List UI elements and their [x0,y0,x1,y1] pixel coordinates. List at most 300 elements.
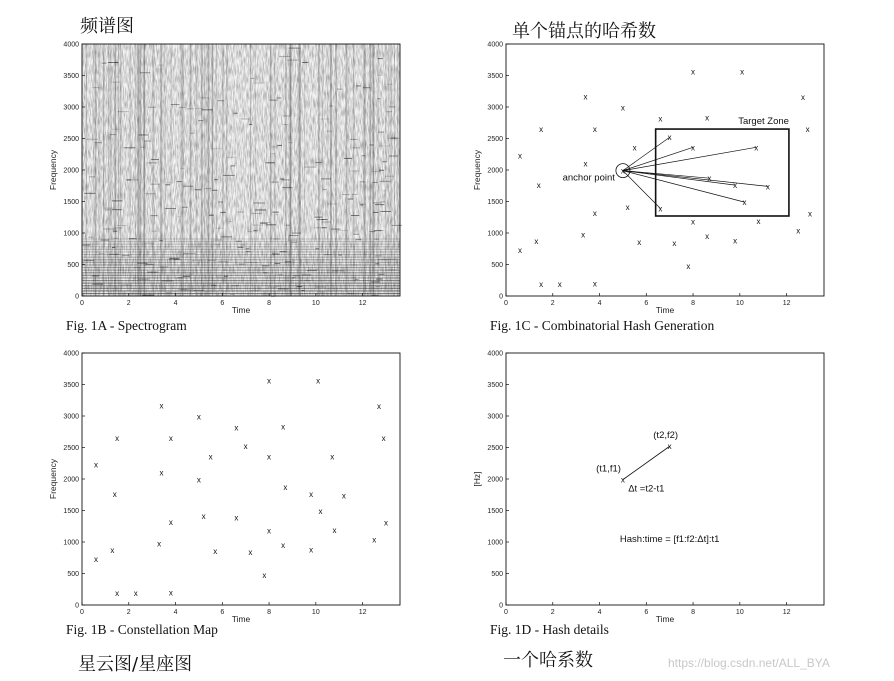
tonal-dash [378,145,390,146]
tonal-dash [307,270,317,271]
tonal-dash [280,251,287,252]
y-tick-label: 4000 [487,350,503,358]
constellation-peak-marker: x [592,208,597,218]
tonal-dash [283,124,289,125]
constellation-peak-marker: x [539,280,544,290]
tonal-dash [179,107,186,108]
constellation-peak-marker: x [691,67,696,77]
constellation-peak-marker: x [592,125,597,135]
constellation-peak-marker: x [112,490,117,500]
x-tick-label: 0 [504,300,508,307]
constellation-peak-marker: x [168,588,173,598]
tonal-dash [209,215,214,216]
xlabel-constellation: Time [231,614,251,624]
tonal-dash [236,241,242,242]
tonal-dash [116,225,126,226]
tonal-dash [200,97,209,98]
tonal-dash [262,265,269,266]
y-tick-label: 0 [75,602,79,610]
tonal-dash [388,259,396,260]
onset-stripe [108,44,109,296]
constellation-peak-marker: x [581,230,586,240]
tonal-dash [84,260,95,261]
y-tick-label: 1500 [487,508,503,515]
tonal-dash [287,60,299,61]
constellation-peak-marker: x [234,513,239,523]
tonal-dash [214,244,221,245]
onset-stripe [138,44,140,296]
tonal-dash [162,280,174,281]
tonal-dash [327,203,337,204]
tonal-dash [301,290,304,291]
x-tick-label: 6 [644,300,649,307]
constellation-peak-marker: x [309,545,314,555]
tonal-dash [139,134,148,135]
tonal-dash [259,222,269,223]
y-tick-label: 2500 [487,445,503,452]
onset-stripe [298,44,300,296]
tonal-dash [289,235,298,236]
tonal-dash [229,221,232,222]
tonal-dash [372,171,381,172]
tonal-dash [208,284,214,285]
tonal-dash [383,190,386,191]
tonal-dash [389,106,395,107]
tonal-dash [141,147,145,148]
onset-stripe [204,44,206,296]
constellation-peak-marker: x [592,279,597,289]
watermark: https://blog.csdn.net/ALL_BYA [668,656,830,670]
tonal-dash [183,276,190,277]
constellation-peak-marker: x [754,143,759,153]
tonal-dash [145,193,156,194]
tonal-dash [360,204,366,205]
tonal-dash [348,199,353,200]
tonal-dash [323,189,327,190]
tonal-dash [356,239,362,240]
tonal-dash [351,215,359,216]
hash-pair-points [621,442,672,484]
onset-stripe [201,44,203,296]
caption-constellation: Fig. 1B - Constellation Map [66,622,218,637]
x-tick-label: 8 [691,300,696,307]
tonal-dash [356,85,360,86]
tonal-dash [177,181,183,182]
tonal-dash [315,248,318,249]
y-tick-label: 0 [499,293,503,301]
annotation-constellation: 星云图/星座图 [78,654,193,675]
y-tick-label: 3000 [487,413,503,421]
tonal-dash [185,274,193,275]
onset-stripe [190,44,192,296]
onset-stripe [319,44,320,296]
y-tick-label: 2000 [63,167,79,175]
plot-frame [506,44,824,296]
x-tick-label: 4 [597,609,602,616]
x-tick-label: 10 [735,300,744,307]
tonal-dash [321,178,331,179]
y-tick-label: 3500 [487,73,503,80]
tonal-dash [272,254,280,255]
onset-stripe [322,44,323,296]
x-tick-label: 10 [311,300,320,307]
tonal-dash [113,231,118,232]
tonal-dash [380,211,391,212]
tonal-dash [95,142,102,143]
tonal-dash [223,270,227,271]
y-tick-label: 4000 [63,41,79,49]
tonal-dash [238,247,244,248]
tonal-dash [183,253,195,254]
tonal-dash [124,147,135,148]
tonal-dash [246,248,250,249]
tonal-dash [266,224,277,225]
constellation-peak-marker: x [658,204,663,214]
tonal-dash [214,240,222,241]
onset-stripe [255,44,256,296]
constellation-peak-marker: x [583,159,588,169]
tonal-dash [217,100,224,101]
tonal-dash [288,142,293,143]
y-tick-label: 2000 [63,476,79,484]
constellation-peak-marker: x [234,423,239,433]
tonal-dash [224,276,228,277]
constellation-peak-marker: x [765,182,770,192]
onset-stripe [110,44,111,296]
constellation-peak-marker: x [309,490,314,500]
tonal-dash [372,182,377,183]
y-tick-label: 3000 [63,104,79,112]
constellation-peak-marker: x [796,226,801,236]
tonal-dash [292,233,301,234]
tonal-dash [279,56,290,57]
tonal-dash [282,179,290,180]
tonal-dash [103,229,115,230]
tonal-dash [250,290,258,291]
constellation-peak-marker: x [539,125,544,135]
panel-constellation [48,351,400,638]
tonal-dash [165,184,170,185]
tonal-dash [252,225,263,226]
constellation-peak-marker: x [213,546,218,556]
constellation-peak-marker: x [157,539,162,549]
tonal-dash [289,48,301,49]
anchor-point-label: anchor point [562,172,615,184]
tonal-dash [270,146,278,147]
tonal-dash [387,84,392,85]
tonal-dash [350,264,358,265]
tonal-dash [234,113,238,114]
constellation-peak-marker: x [133,589,138,599]
tonal-dash [316,286,327,287]
onset-stripe [385,44,387,296]
panel-hash-details [472,351,824,638]
constellation-peak-marker: x [658,114,663,124]
y-tick-label: 3500 [63,382,79,389]
tonal-dash [241,244,245,245]
tonal-dash [389,155,398,156]
x-tick-label: 2 [550,609,555,616]
tonal-dash [386,269,397,270]
tonal-dash [115,227,123,228]
y-tick-label: 1500 [63,508,79,515]
constellation-peak-marker: x [94,460,99,470]
tonal-dash [177,216,181,217]
tonal-dash [385,176,394,177]
constellation-peak-marker: x [756,217,761,227]
constellation-peak-marker: x [625,203,630,213]
tonal-dash [86,139,98,140]
tonal-dash [112,209,122,210]
hash-pair-line [623,446,670,479]
xlabel-combinatorial-hash: Time [655,305,675,315]
tonal-dash [282,187,292,188]
x-tick-label: 4 [173,609,178,616]
constellation-peak-marker: x [667,133,672,143]
tonal-dash [99,253,105,254]
tonal-dash [187,108,194,109]
onset-stripe [103,44,104,296]
x-tick-label: 2 [550,300,555,307]
tonal-dash [374,239,378,240]
panel-combinatorial-hash [472,42,824,334]
tonal-dash [314,217,322,218]
onset-stripe [93,44,95,296]
tonal-dash [363,87,370,88]
onset-stripe [140,44,141,296]
tonal-dash [377,98,380,99]
tonal-dash [145,243,155,244]
tonal-dash [215,228,223,229]
anchor-link-line [623,137,670,170]
constellation-peak-marker: x [318,507,323,517]
onset-stripe [353,44,355,296]
constellation-peak-marker: x [583,92,588,102]
tonal-dash [211,148,221,149]
tonal-dash [304,280,311,281]
onset-stripe [270,44,272,296]
constellation-peak-marker: x [376,401,381,411]
tonal-dash [92,284,103,285]
y-tick-label: 2500 [63,445,79,452]
constellation-peak-marker: x [372,535,377,545]
onset-stripe [290,44,291,296]
target-zone-label: Target Zone [738,116,789,128]
tonal-dash [344,158,352,159]
constellation-peak-marker: x [733,181,738,191]
constellation-peak-marker: x [267,452,272,462]
onset-stripe [135,44,136,296]
onset-stripe [120,44,122,296]
tonal-dash [276,97,281,98]
tonal-dash [217,261,228,262]
tonal-dash [352,194,358,195]
constellation-peak-marker: x [168,434,173,444]
constellation-peak-marker: x [686,261,691,271]
y-tick-label: 0 [75,293,79,301]
tonal-dash [151,159,159,160]
ylabel-combinatorial-hash: Frequency [472,149,482,191]
tonal-dash [122,255,129,256]
anchor-link-line [623,171,768,187]
constellation-peak-marker: x [705,232,710,242]
tonal-dash [375,263,379,264]
tonal-dash [373,212,378,213]
y-tick-label: 3500 [63,73,79,80]
onset-stripe [212,44,213,296]
tonal-dash [362,155,365,156]
constellation-peak-marker: x [330,452,335,462]
onset-stripe [266,44,267,296]
constellation-peak-marker: x [332,526,337,536]
tonal-dash [142,295,154,296]
tonal-dash [355,279,359,280]
tonal-dash [126,179,131,180]
caption-hash-details: Fig. 1D - Hash details [490,622,609,637]
tonal-dash [353,234,359,235]
ylabel-spectrogram: Frequency [48,149,58,191]
y-tick-label: 500 [67,262,79,269]
constellation-peak-marker: x [115,589,120,599]
tonal-dash [371,281,380,282]
constellation-peak-marker: x [281,422,286,432]
constellation-peak-marker: x [632,143,637,153]
x-tick-label: 12 [358,300,367,307]
tonal-dash [319,118,330,119]
onset-stripe [377,44,379,296]
tonal-dash [114,238,118,239]
constellation-peak-marker: x [691,217,696,227]
tonal-dash [138,279,148,280]
tonal-dash [378,58,383,59]
tonal-dash [151,231,157,232]
tonal-dash [375,255,382,256]
tonal-dash [89,176,95,177]
tonal-dash [378,132,384,133]
constellation-peak-marker: x [248,548,253,558]
y-tick-label: 2000 [487,167,503,175]
tonal-dash [108,62,119,63]
tonal-dash [112,200,122,201]
x-tick-label: 12 [782,300,791,307]
tonal-dash [280,178,284,179]
onset-stripe [208,44,209,296]
y-tick-label: 4000 [487,41,503,49]
tonal-dash [369,231,375,232]
constellation-peak-marker: x [159,468,164,478]
tonal-dash [269,100,277,101]
tonal-dash [195,189,202,190]
tonal-dash [112,247,115,248]
tonal-dash [226,157,235,158]
tonal-dash [315,162,321,163]
xlabel-hash-details: Time [655,614,675,624]
onset-stripe [335,44,337,296]
delta-t-label: Δt =t2-t1 [628,483,665,495]
tonal-dash [329,106,334,107]
tonal-dash [230,294,234,295]
tonal-dash [253,230,257,231]
tonal-dash [198,120,203,121]
tonal-dash [278,274,283,275]
tonal-dash [93,87,99,88]
tonal-dash [377,75,383,76]
spectrogram-image [82,44,402,297]
constellation-peak-marker: x [243,442,248,452]
tonal-dash [327,131,332,132]
tonal-dash [159,267,168,268]
panel-spectrogram [48,42,402,334]
onset-stripe [285,44,286,296]
tonal-dash [271,182,278,183]
constellation-peak-marker: x [536,181,541,191]
tonal-dash [145,264,153,265]
tonal-dash [102,63,107,64]
constellation-points [94,377,388,598]
y-tick-label: 1500 [487,199,503,206]
onset-stripe [348,44,349,296]
tonal-dash [338,230,348,231]
tonal-dash [202,109,213,110]
tonal-dash [255,209,266,210]
tonal-dash [150,184,160,185]
tonal-dash [223,175,235,176]
point-label-t2-f2: (t2,f2) [653,430,679,442]
tonal-dash [109,254,119,255]
tonal-dash [286,225,290,226]
constellation-peak-marker: x [800,92,805,102]
tonal-dash [379,181,390,182]
y-tick-label: 3500 [487,382,503,389]
onset-stripe [95,44,96,296]
tonal-dash [133,267,140,268]
x-tick-label: 6 [220,300,225,307]
tonal-dash [123,284,132,285]
tonal-dash [292,277,295,278]
y-tick-label: 0 [499,602,503,610]
tonal-dash [182,207,188,208]
tonal-dash [105,209,112,210]
tonal-dash [218,202,223,203]
onset-stripe [196,44,198,296]
tonal-dash [82,245,90,246]
caption-spectrogram: Fig. 1A - Spectrogram [66,318,187,333]
tonal-dash [192,260,204,261]
y-tick-label: 500 [67,571,79,578]
constellation-peak-marker: x [115,434,120,444]
tonal-dash [180,168,184,169]
constellation-peak-marker: x [196,475,201,485]
tonal-dash [348,293,354,294]
tonal-dash [160,240,163,241]
tonal-dash [331,229,341,230]
tonal-dash [291,242,297,243]
constellation-peak-marker: x [637,237,642,247]
tonal-dash [241,118,249,119]
point-label-t1-f1: (t1,f1) [596,463,621,475]
tonal-dash [140,72,150,73]
tonal-dash [386,111,392,112]
x-tick-label: 10 [311,609,320,616]
onset-stripe [160,44,162,296]
tonal-dash [177,289,187,290]
y-tick-label: 1000 [487,539,503,547]
y-tick-label: 3000 [487,104,503,112]
tonal-dash [275,286,280,287]
tonal-dash [165,208,176,209]
x-tick-label: 6 [220,609,225,616]
tonal-dash [271,153,275,154]
